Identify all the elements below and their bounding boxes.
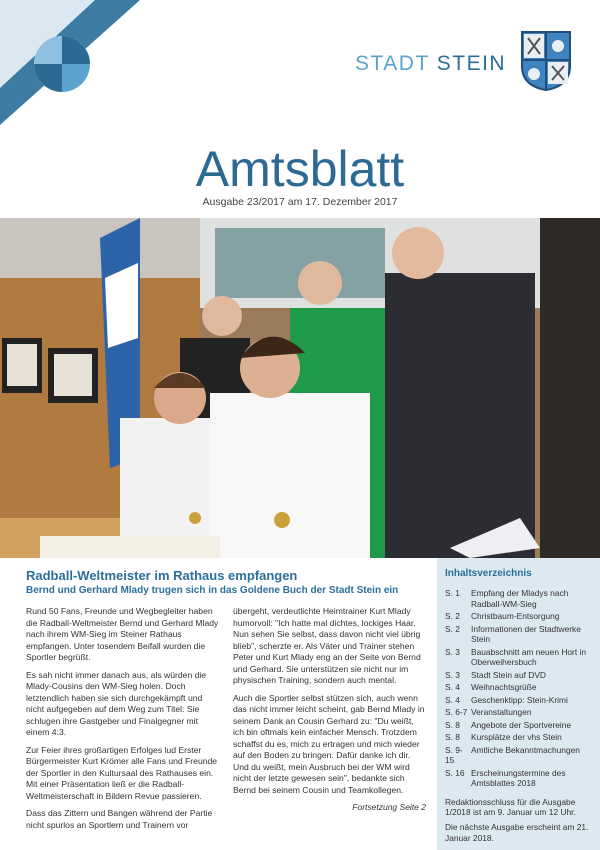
toc-page-number: S. 1 bbox=[445, 588, 460, 598]
article-subheadline: Bernd und Gerhard Mlady trugen sich in das Goldene Buch der Stadt Stein ein bbox=[26, 585, 399, 596]
toc-item bbox=[445, 732, 594, 743]
toc-label: Erscheinungstermine des Amtsblattes 2018 bbox=[471, 767, 566, 788]
toc-label: Weihnachtsgrüße bbox=[471, 682, 537, 692]
toc-item bbox=[445, 647, 594, 668]
toc-label: Amtliche Bekanntmachungen bbox=[471, 744, 580, 755]
toc-label: Informationen der Stadtwerke Stein bbox=[471, 623, 581, 644]
toc-page-number: S. 2 bbox=[445, 623, 460, 634]
brand-light: STADT bbox=[355, 52, 430, 75]
toc-label: Veranstaltungen bbox=[471, 707, 532, 717]
toc-label: Geschenktipp: Stein-Krimi bbox=[471, 694, 568, 705]
paragraph: Zur Feier ihres großartigen Erfolges lud Erster Bürgermeister Kurt Krömer alle Fans und Freunde der Sportler in den Kultursaal des Rathauses ein. Mit einer Präsentation ließ er die Radball-Weltmeisterschaft in Bildern Revue passieren. bbox=[26, 744, 218, 801]
next-issue-note: Die nächste Ausgabe erscheint am 21. Januar 2018. bbox=[445, 822, 589, 844]
toc-page-number: S. 4 bbox=[445, 694, 460, 705]
issue-line: Ausgabe 23/2017 am 17. Dezember 2017 bbox=[202, 196, 398, 208]
toc-item bbox=[445, 720, 594, 731]
paragraph: übergeht, verdeutlichte Heimtrainer Kurt Mlady humorvoll: "Ich hatte mal dichtes, lockiges Haar. Nun sehen Sie selbst, dass davon nicht viel übrig blieb", scherzte er. Als Väter und Trainer stehen Peter und Kurt Mlady eng an der Seite von Bernd und Gerhard. Sie unterstützen sie nicht nur im physischen Training, sondern auch mental. bbox=[233, 606, 421, 686]
paragraph: Es sah nicht immer danach aus, als würden die Mlady-Cousins den WM-Sieg holen. Doch letztendlich haben sie sich durchgekämpft und nicht aufgegeben auf dem Weg zum Titel: Sie schlugen ihre Gastgeber und Finalgegner mit einem 4:3. bbox=[26, 669, 207, 738]
coat-of-arms-icon bbox=[520, 30, 572, 92]
table-of-contents bbox=[437, 558, 600, 850]
deadline-note: Redaktionsschluss für die Ausgabe 1/2018 ist am 9. Januar um 12 Uhr. bbox=[445, 796, 576, 818]
toc-page-number: S. 8 bbox=[445, 732, 460, 742]
toc-label: Christbaum-Entsorgung bbox=[471, 611, 560, 621]
toc-label: Empfang der Mladys nach Radball-WM-Sieg bbox=[471, 588, 569, 609]
toc-item bbox=[445, 768, 594, 789]
cover-photo bbox=[0, 218, 600, 558]
toc-item bbox=[445, 670, 594, 681]
toc-list bbox=[445, 588, 594, 789]
toc-item bbox=[445, 695, 594, 706]
toc-item bbox=[445, 624, 594, 645]
toc-page-number: S. 16 bbox=[445, 767, 465, 778]
paragraph: Auch die Sportler selbst stützen sich, auch wenn das nicht immer leicht scheint, gab Bernd Mlady in seinem Dank an Cousin Gerhard zu: "Du weißt, ich bin oftmals kein einfacher Mensch. Trotzdem schaffst du es, mich zu ertragen und mich wieder auf den Boden zu bringen. Dafür danke ich dir. Und du weißt, mein Ausbruch bei der WM wird nicht der letzte gewesen sein", bedankte sich Bernd bei seinem Cousin und Teamkollegen. bbox=[233, 692, 425, 795]
toc-item bbox=[445, 707, 594, 718]
city-brand bbox=[355, 52, 506, 76]
toc-page-number: S. 3 bbox=[445, 669, 460, 680]
city-logo-graphic bbox=[0, 0, 140, 130]
toc-item bbox=[445, 588, 594, 609]
toc-page-number: S. 8 bbox=[445, 719, 460, 730]
toc-page-number: S. 3 bbox=[445, 646, 460, 657]
article-column-2 bbox=[233, 606, 426, 837]
toc-label: Angebote der Sportvereine bbox=[471, 719, 572, 730]
page-title: Amtsblatt bbox=[195, 141, 405, 197]
toc-page-number: S. 2 bbox=[445, 611, 460, 621]
toc-page-number: S. 6-7 bbox=[445, 707, 468, 717]
paragraph: Rund 50 Fans, Freunde und Wegbegleiter haben die Radball-Weltmeister Bernd und Gerhard Mlady nach ihrem WM-Sieg im Steiner Rathaus empfangen. Unter tosendem Beifall wurden die Sportler begrüßt. bbox=[26, 606, 219, 663]
continuation-note: Fortsetzung Seite 2 bbox=[352, 802, 426, 813]
lead-article bbox=[26, 568, 426, 837]
toc-label: Bauabschnitt am neuen Hort in Oberweihersbuch bbox=[471, 646, 586, 667]
paragraph: Dass das Zittern und Bangen während der Partie nicht spurlos an Sportlern und Trainern vor bbox=[26, 808, 213, 830]
article-column-1 bbox=[26, 606, 219, 837]
toc-item bbox=[445, 682, 594, 693]
toc-page-number: S. 9-15 bbox=[445, 744, 463, 765]
toc-item bbox=[445, 611, 594, 622]
brand-bold: STEIN bbox=[436, 52, 507, 75]
toc-label: Stadt Stein auf DVD bbox=[471, 669, 546, 680]
toc-label: Kursplätze der vhs Stein bbox=[471, 732, 562, 742]
article-headline: Radball-Weltmeister im Rathaus empfangen bbox=[26, 568, 298, 583]
toc-title: Inhaltsverzeichnis bbox=[445, 568, 532, 579]
toc-page-number: S. 4 bbox=[445, 682, 460, 692]
toc-item bbox=[445, 745, 594, 766]
